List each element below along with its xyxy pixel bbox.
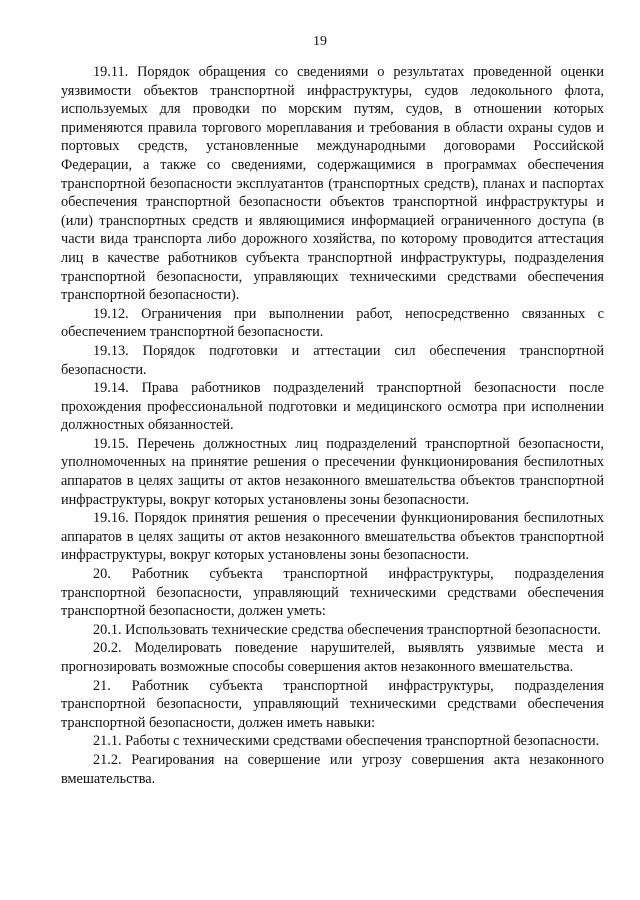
paragraph-21-2: 21.2. Реагирования на совершение или угрозу совершения акта незаконного вмешательства. (61, 751, 604, 787)
paragraph-19-12: 19.12. Ограничения при выполнении работ, непосредственно связанных с обеспечением транспортной безопасности. (61, 305, 604, 341)
page-number: 19 (313, 34, 327, 49)
paragraph-19-14: 19.14. Права работников подразделений транспортной безопасности после прохождения профессиональной подготовки и медицинского осмотра при исполнении должностных обязанностей. (61, 380, 604, 434)
document-body (61, 63, 604, 788)
paragraph-19-11: 19.11. Порядок обращения со сведениями о результатах проведенной оценки уязвимости объектов транспортной инфраструктуры, судов ледокольного флота, используемых для проводки по морским путям, судов, в отношении которых применяются правила торгового мореплавания и требования в области охраны судов и портовых средств, установленные международными договорами Российской Федерации, а также со сведениями, содержащимися в программах обеспечения транспортной безопасности эксплуатантов (транспортных средств), планах и паспортах обеспечения транспортной безопасности объектов транспортной инфраструктуры и (или) транспортных средств и являющимися информацией ограниченного доступа (в части вида транспорта либо дорожного хозяйства, по которому проводится аттестация лиц в качестве работников субъекта транспортной инфраструктуры, подразделения транспортной безопасности, управляющих техническими средствами обеспечения транспортной безопасности). (61, 64, 604, 304)
paragraph-21-1: 21.1. Работы с техническими средствами обеспечения транспортной безопасности. (93, 733, 600, 750)
paragraph-19-15: 19.15. Перечень должностных лиц подразделений транспортной безопасности, уполномоченных на принятие решения о пресечении функционирования беспилотных аппаратов в целях защиты от актов незаконного вмешательства объектов транспортной инфраструктуры, вокруг которых установлены зоны безопасности. (61, 435, 604, 508)
paragraph-21: 21. Работник субъекта транспортной инфраструктуры, подразделения транспортной безопасности, управляющий техническими средствами обеспечения транспортной безопасности, должен иметь навыки: (61, 677, 604, 731)
paragraph-19-13: 19.13. Порядок подготовки и аттестации сил обеспечения транспортной безопасности. (61, 342, 604, 378)
paragraph-20-2: 20.2. Моделировать поведение нарушителей, выявлять уязвимые места и прогнозировать возможные способы совершения актов незаконного вмешательства. (61, 640, 604, 675)
paragraph-20: 20. Работник субъекта транспортной инфраструктуры, подразделения транспортной безопасности, управляющий техническими средствами обеспечения транспортной безопасности, должен уметь: (61, 566, 604, 620)
paragraph-19-16: 19.16. Порядок принятия решения о пресечении функционирования беспилотных аппаратов в целях защиты от актов незаконного вмешательства объектов транспортной инфраструктуры, вокруг которых установлены зоны безопасности. (61, 510, 604, 564)
paragraph-20-1: 20.1. Использовать технические средства обеспечения транспортной безопасности. (93, 621, 601, 638)
